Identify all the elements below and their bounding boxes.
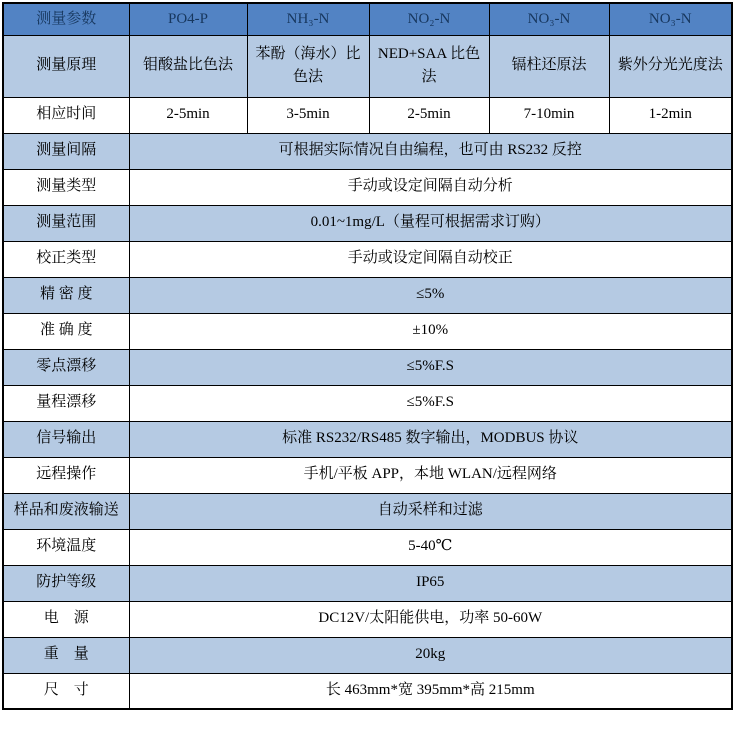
- response-time-row: [3, 97, 732, 133]
- row-label: 样品和废液输送: [3, 493, 129, 529]
- table-row: [3, 169, 732, 205]
- row-value: 可根据实际情况自由编程，也可由 RS232 反控: [129, 133, 732, 169]
- row-value: DC12V/太阳能供电，功率 50-60W: [129, 601, 732, 637]
- header-col-no2n: NO₂-N: [369, 3, 489, 35]
- header-col-po4p: PO4-P: [129, 3, 247, 35]
- table-row: [3, 313, 732, 349]
- table-row: [3, 673, 732, 709]
- row-value: 标准 RS232/RS485 数字输出，MODBUS 协议: [129, 421, 732, 457]
- row-label: 测量间隔: [3, 133, 129, 169]
- row-value: 手机/平板 APP，本地 WLAN/远程网络: [129, 457, 732, 493]
- row-label: 精 密 度: [3, 277, 129, 313]
- row-value: 手动或设定间隔自动分析: [129, 169, 732, 205]
- measure-principle-row: [3, 35, 732, 97]
- table-row: [3, 421, 732, 457]
- row-value: 手动或设定间隔自动校正: [129, 241, 732, 277]
- principle-cell: 苯酚（海水）比色法: [247, 35, 369, 97]
- table-row: [3, 133, 732, 169]
- row-value: 5-40℃: [129, 529, 732, 565]
- row-value: IP65: [129, 565, 732, 601]
- header-param-label: 测量参数: [3, 3, 129, 35]
- row-value: ≤5%F.S: [129, 385, 732, 421]
- row-label: 重 量: [3, 637, 129, 673]
- row-label: 电 源: [3, 601, 129, 637]
- response-cell: 2-5min: [369, 97, 489, 133]
- spec-table: [2, 2, 733, 710]
- row-label: 环境温度: [3, 529, 129, 565]
- row-label: 零点漂移: [3, 349, 129, 385]
- row-label: 校正类型: [3, 241, 129, 277]
- row-label: 防护等级: [3, 565, 129, 601]
- row-label: 相应时间: [3, 97, 129, 133]
- row-label: 量程漂移: [3, 385, 129, 421]
- principle-cell: NED+SAA 比色法: [369, 35, 489, 97]
- table-row: [3, 457, 732, 493]
- table-row: [3, 493, 732, 529]
- principle-cell: 镉柱还原法: [489, 35, 609, 97]
- table-row: [3, 637, 732, 673]
- table-row: [3, 205, 732, 241]
- row-label: 准 确 度: [3, 313, 129, 349]
- row-value: ≤5%: [129, 277, 732, 313]
- table-row: [3, 349, 732, 385]
- row-value: ±10%: [129, 313, 732, 349]
- header-col-no3n-2: NO₃-N: [609, 3, 732, 35]
- row-value: 0.01~1mg/L（量程可根据需求订购）: [129, 205, 732, 241]
- response-cell: 7-10min: [489, 97, 609, 133]
- principle-cell: 紫外分光光度法: [609, 35, 732, 97]
- row-label: 测量原理: [3, 35, 129, 97]
- row-label: 远程操作: [3, 457, 129, 493]
- row-label: 信号输出: [3, 421, 129, 457]
- row-label: 测量范围: [3, 205, 129, 241]
- table-row: [3, 277, 732, 313]
- response-cell: 2-5min: [129, 97, 247, 133]
- table-row: [3, 565, 732, 601]
- table-header-row: [3, 3, 732, 35]
- table-row: [3, 385, 732, 421]
- row-value: 长 463mm*宽 395mm*高 215mm: [129, 673, 732, 709]
- response-cell: 1-2min: [609, 97, 732, 133]
- row-value: ≤5%F.S: [129, 349, 732, 385]
- row-label: 尺 寸: [3, 673, 129, 709]
- header-col-no3n-1: NO₃-N: [489, 3, 609, 35]
- table-row: [3, 241, 732, 277]
- response-cell: 3-5min: [247, 97, 369, 133]
- header-col-nh3n: NH₃-N: [247, 3, 369, 35]
- row-label: 测量类型: [3, 169, 129, 205]
- principle-cell: 钼酸盐比色法: [129, 35, 247, 97]
- table-row: [3, 601, 732, 637]
- row-value: 自动采样和过滤: [129, 493, 732, 529]
- table-row: [3, 529, 732, 565]
- row-value: 20kg: [129, 637, 732, 673]
